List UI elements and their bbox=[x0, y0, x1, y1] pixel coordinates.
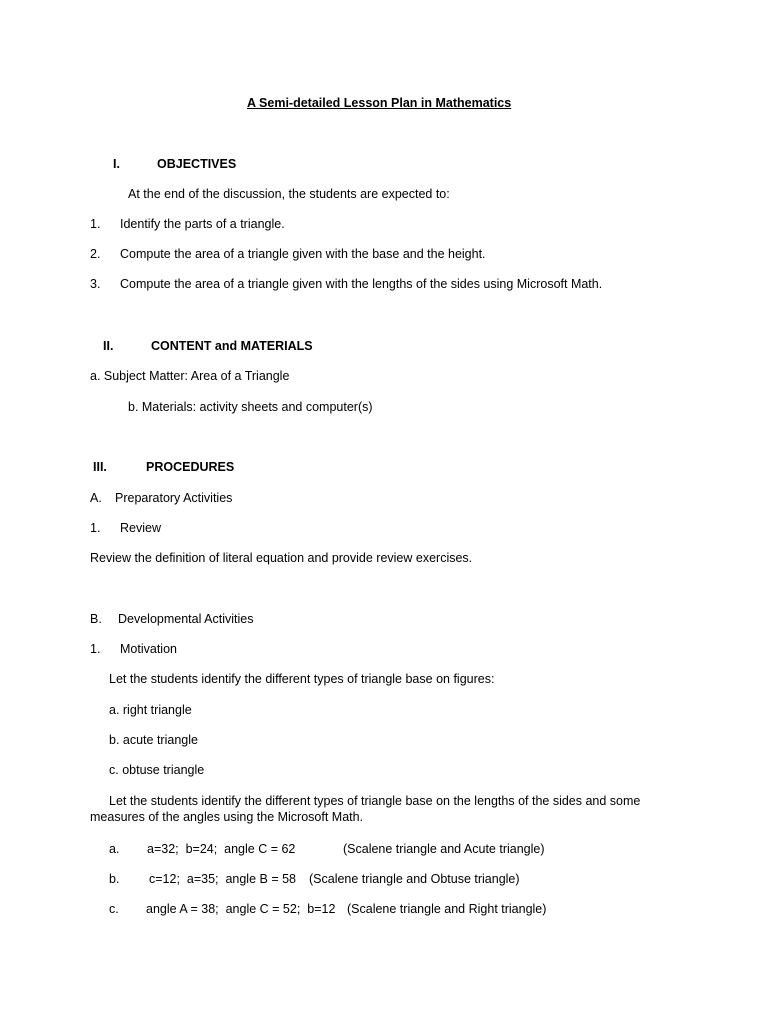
figure-type-item: b. acute triangle bbox=[109, 733, 198, 747]
subsection-letter: A. bbox=[90, 491, 102, 505]
materials: b. Materials: activity sheets and computer(s) bbox=[128, 400, 373, 414]
objective-text: Compute the area of a triangle given with the lengths of the sides using Microsoft Math. bbox=[120, 277, 603, 291]
subsection-letter: B. bbox=[90, 612, 102, 626]
objective-number: 2. bbox=[90, 247, 101, 261]
subsection-label: Preparatory Activities bbox=[115, 491, 233, 505]
objective-text: Identify the parts of a triangle. bbox=[120, 217, 285, 231]
step-label: Review bbox=[120, 521, 161, 535]
objective-number: 3. bbox=[90, 277, 101, 291]
subsection-label: Developmental Activities bbox=[118, 612, 254, 626]
figure-type-item: c. obtuse triangle bbox=[109, 763, 205, 777]
section-1-numeral: I. bbox=[113, 157, 120, 171]
subject-matter: a. Subject Matter: Area of a Triangle bbox=[90, 369, 290, 383]
objectives-intro: At the end of the discussion, the students are expected to: bbox=[128, 187, 450, 201]
figure-type-item: a. right triangle bbox=[109, 703, 192, 717]
step-label: Motivation bbox=[120, 642, 177, 656]
sides-intro-line-2: measures of the angles using the Microsoft Math. bbox=[90, 810, 364, 824]
example-values: c=12; a=35; angle B = 58 bbox=[149, 872, 296, 886]
objective-text: Compute the area of a triangle given with the base and the height. bbox=[120, 247, 486, 261]
objective-number: 1. bbox=[90, 217, 101, 231]
section-1-heading: OBJECTIVES bbox=[157, 157, 237, 171]
section-3-numeral: III. bbox=[93, 460, 107, 474]
example-letter: b. bbox=[109, 872, 120, 886]
example-answer: (Scalene triangle and Acute triangle) bbox=[343, 842, 545, 856]
section-2-heading: CONTENT and MATERIALS bbox=[151, 339, 313, 353]
step-number: 1. bbox=[90, 521, 101, 535]
document-title: A Semi-detailed Lesson Plan in Mathematics bbox=[247, 96, 512, 110]
example-answer: (Scalene triangle and Right triangle) bbox=[347, 902, 547, 916]
example-answer: (Scalene triangle and Obtuse triangle) bbox=[309, 872, 520, 886]
example-values: angle A = 38; angle C = 52; b=12 bbox=[146, 902, 336, 916]
example-letter: c. bbox=[109, 902, 119, 916]
sides-intro-line-1: Let the students identify the different types of triangle base on the lengths of the sides and some bbox=[109, 794, 641, 808]
example-letter: a. bbox=[109, 842, 120, 856]
section-2-numeral: II. bbox=[103, 339, 114, 353]
example-values: a=32; b=24; angle C = 62 bbox=[147, 842, 296, 856]
review-text: Review the definition of literal equation and provide review exercises. bbox=[90, 551, 473, 565]
motivation-intro: Let the students identify the different types of triangle base on figures: bbox=[109, 672, 495, 686]
step-number: 1. bbox=[90, 642, 101, 656]
section-3-heading: PROCEDURES bbox=[146, 460, 235, 474]
